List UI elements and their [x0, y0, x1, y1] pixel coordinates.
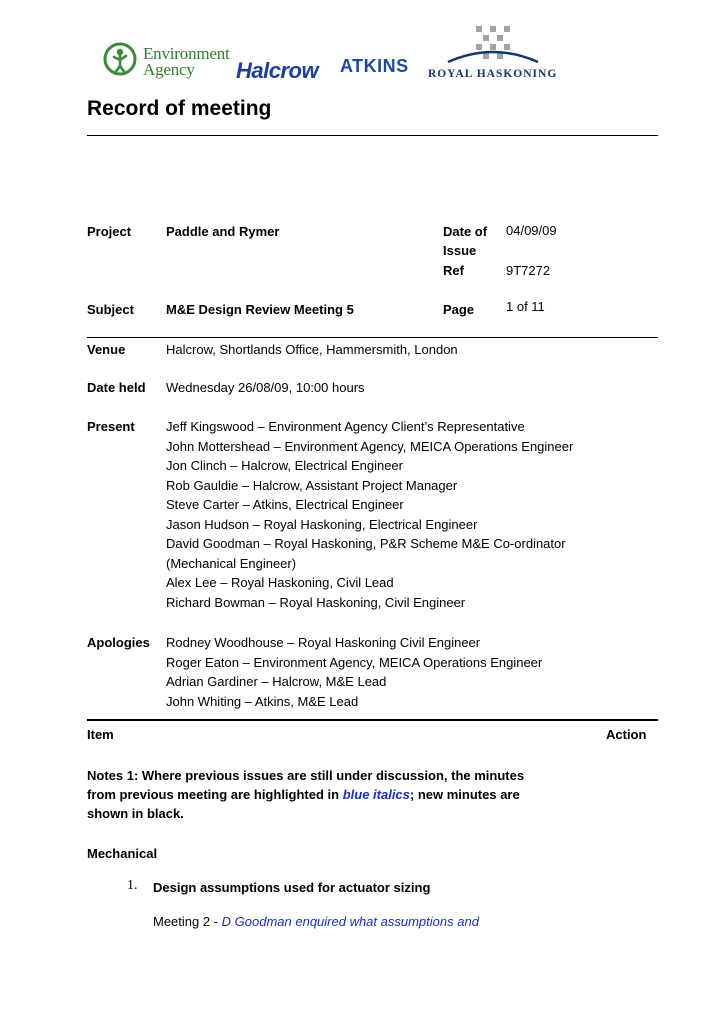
- attendee: Jason Hudson – Royal Haskoning, Electrical Engineer: [166, 516, 478, 532]
- attendee: Richard Bowman – Royal Haskoning, Civil Engineer: [166, 594, 466, 610]
- item-number: 1.: [127, 878, 138, 893]
- page-title: Record of meeting: [87, 97, 272, 120]
- date-held-value: Wednesday 26/08/09, 10:00 hours: [166, 380, 365, 395]
- notes-line-3: shown in black.: [87, 806, 184, 821]
- ref-label: Ref: [443, 263, 464, 278]
- section-heading: Mechanical: [87, 846, 158, 861]
- subject-value: M&E Design Review Meeting 5: [166, 302, 354, 317]
- project-label: Project: [87, 224, 132, 239]
- attendee: Jeff Kingswood – Environment Agency Client’s Representative: [166, 419, 525, 434]
- attendee: Jon Clinch – Halcrow, Electrical Engineer: [166, 458, 403, 473]
- page-label: Page: [443, 302, 475, 317]
- environment-agency-logo: [103, 42, 233, 82]
- royal-haskoning-logo: [428, 24, 558, 84]
- apologies-label: Apologies: [87, 635, 150, 650]
- apology: Roger Eaton – Environment Agency, MEICA Operations Engineer: [166, 654, 543, 670]
- header-divider: [87, 337, 658, 338]
- halcrow-logo: Halcrow: [236, 58, 319, 83]
- page-value: 1 of 11: [506, 299, 545, 314]
- item-title: Design assumptions used for actuator sizing: [153, 880, 431, 895]
- tree-figure-icon: [103, 42, 137, 78]
- item-column-header: Item: [87, 727, 114, 742]
- notes-line-2-pre: from previous meeting are highlighted in: [87, 787, 343, 802]
- attendee: Alex Lee – Royal Haskoning, Civil Lead: [166, 575, 394, 590]
- meeting-note-text: D Goodman enquired what assumptions and: [221, 914, 479, 929]
- atkins-logo: ATKINS: [340, 56, 409, 76]
- attendee: David Goodman – Royal Haskoning, P&R Scheme M&E Co-ordinator: [166, 536, 566, 551]
- ref-value: 9T7272: [506, 263, 551, 278]
- project-value: Paddle and Rymer: [166, 224, 280, 239]
- ea-logo-line2: Agency: [143, 60, 195, 79]
- apology: John Whiting – Atkins, M&E Lead: [166, 693, 359, 709]
- apology: Rodney Woodhouse – Royal Haskoning Civil Engineer: [166, 635, 481, 650]
- attendee: John Mottershead – Environment Agency, MEICA Operations Engineer: [166, 438, 574, 454]
- attendee: (Mechanical Engineer): [166, 555, 297, 571]
- attendee: Steve Carter – Atkins, Electrical Engineer: [166, 497, 404, 512]
- royal-haskoning-text: ROYAL HASKONING: [428, 68, 558, 80]
- venue-value: Halcrow, Shortlands Office, Hammersmith, London: [166, 342, 458, 357]
- meeting-prefix: Meeting 2 -: [153, 914, 222, 929]
- present-label: Present: [87, 419, 135, 434]
- venue-label: Venue: [87, 342, 126, 357]
- item-meeting-note: [153, 912, 479, 932]
- date-of-issue-value: 04/09/09: [506, 223, 557, 238]
- attendee: Rob Gauldie – Halcrow, Assistant Project Manager: [166, 477, 458, 493]
- notes-line-2: [87, 785, 520, 804]
- royal-haskoning-emblem-icon: [428, 24, 558, 68]
- present-list: [166, 417, 573, 612]
- notes-blue-italics: blue italics: [342, 787, 410, 802]
- item-header-divider: [87, 719, 658, 721]
- apologies-list: [166, 633, 542, 711]
- notes-line-2-post: ; new minutes are: [409, 787, 520, 802]
- subject-label: Subject: [87, 302, 134, 317]
- date-of-issue-label-2: Issue: [443, 243, 477, 258]
- date-of-issue-label-1: Date of: [443, 224, 488, 239]
- notes-line-1: Notes 1: Where previous issues are still under discussion, the minutes: [87, 768, 525, 783]
- ea-logo-line1: Environment: [143, 44, 230, 63]
- apology: Adrian Gardiner – Halcrow, M&E Lead: [166, 674, 387, 689]
- date-held-label: Date held: [87, 380, 146, 395]
- action-column-header: Action: [606, 727, 647, 742]
- title-divider: [87, 135, 658, 136]
